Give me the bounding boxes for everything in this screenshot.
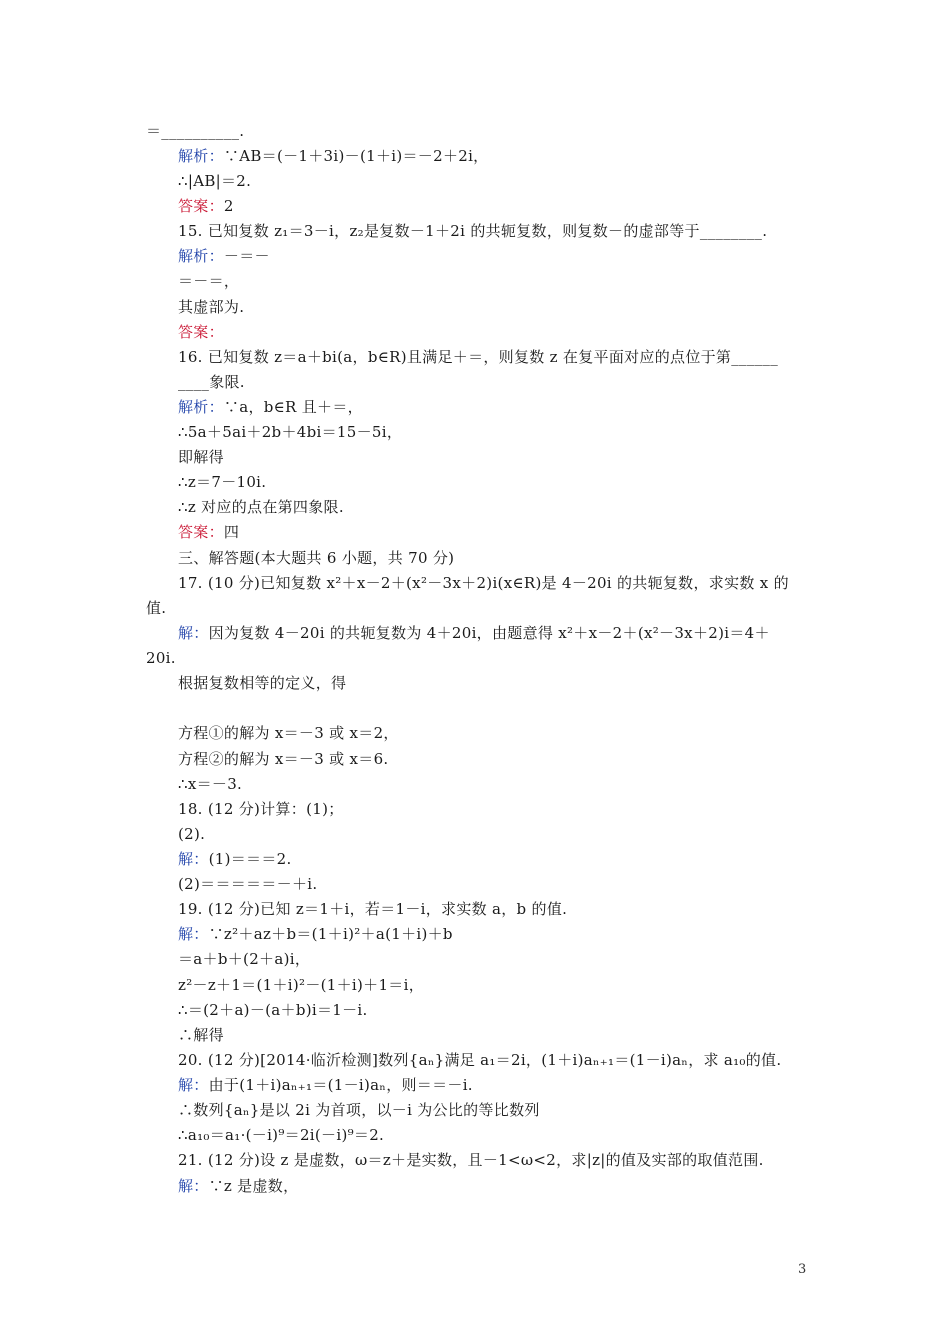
text-line bbox=[178, 623, 770, 643]
line-text: 即解得 bbox=[178, 448, 224, 466]
answer-label: 答案： bbox=[178, 323, 224, 341]
text-line bbox=[178, 196, 234, 216]
text-line bbox=[178, 799, 344, 819]
text-line bbox=[178, 673, 346, 693]
line-text: 20. (12 分)[2014·临沂检测]数列{aₙ}满足 a₁＝2i，(1＋i)aₙ₊₁＝(1－i)aₙ，求 a₁₀的值. bbox=[178, 1051, 782, 1069]
solution-label: 解： bbox=[178, 1177, 209, 1195]
line-text: 四 bbox=[223, 523, 240, 541]
line-text: (2). bbox=[178, 825, 206, 843]
text-line bbox=[178, 824, 205, 844]
line-text: z²－z＋1＝(1＋i)²－(1＋i)＋1＝i， bbox=[178, 976, 425, 994]
line-text: 18. (12 分)计算：(1)； bbox=[178, 800, 344, 818]
line-text: 由于(1＋i)aₙ₊₁＝(1－i)aₙ，则＝＝－i. bbox=[208, 1076, 473, 1094]
text-line bbox=[178, 397, 363, 417]
text-line bbox=[178, 899, 567, 919]
answer-label: 答案： bbox=[178, 523, 224, 541]
text-line bbox=[178, 171, 251, 191]
text-line bbox=[178, 1075, 473, 1095]
text-line bbox=[178, 1025, 224, 1045]
text-line bbox=[178, 1050, 781, 1070]
text-line bbox=[178, 472, 266, 492]
page-number: 3 bbox=[798, 1262, 807, 1277]
text-line bbox=[178, 573, 789, 593]
text-line bbox=[178, 271, 239, 291]
solution-label: 解： bbox=[178, 1076, 209, 1094]
solution-label: 解析： bbox=[178, 398, 224, 416]
text-line bbox=[178, 246, 270, 266]
line-text: ∵a，b∈R 且＋＝， bbox=[223, 398, 363, 416]
text-line bbox=[178, 1100, 540, 1120]
line-text: ∴x＝－3. bbox=[178, 775, 243, 793]
text-line bbox=[178, 1000, 368, 1020]
text-line bbox=[146, 648, 176, 668]
answer-label: 答案： bbox=[178, 197, 224, 215]
text-line bbox=[178, 975, 424, 995]
line-text: ∴解得 bbox=[178, 1026, 224, 1044]
text-line bbox=[178, 297, 244, 317]
text-line bbox=[146, 598, 166, 618]
line-text: 15. 已知复数 z₁＝3－i，z₂是复数－1＋2i 的共轭复数，则复数－的虚部等于________. bbox=[178, 222, 768, 240]
solution-label: 解： bbox=[178, 850, 209, 868]
line-text: ∵z²＋az＋b＝(1＋i)²＋a(1＋i)＋b bbox=[208, 925, 453, 943]
line-text: ∵z 是虚数， bbox=[208, 1177, 299, 1195]
line-text: 17. (10 分)已知复数 x²＋x－2＋(x²－3x＋2)i(x∈R)是 4－20i 的共轭复数，求实数 x 的 bbox=[178, 574, 789, 592]
line-text: ____象限. bbox=[178, 373, 245, 391]
text-line bbox=[178, 1176, 298, 1196]
text-line bbox=[178, 322, 224, 342]
line-text: 16. 已知复数 z＝a＋bi(a，b∈R)且满足＋＝，则复数 z 在复平面对应的点位于第______ bbox=[178, 348, 779, 366]
line-text: 因为复数 4－20i 的共轭复数为 4＋20i，由题意得 x²＋x－2＋(x²－3x＋2)i＝4＋ bbox=[208, 624, 770, 642]
text-line bbox=[178, 1125, 384, 1145]
text-line bbox=[178, 874, 317, 894]
text-line bbox=[178, 849, 292, 869]
text-line bbox=[178, 522, 239, 542]
line-text: (1)＝＝＝2. bbox=[208, 850, 292, 868]
line-text: ＝__________. bbox=[146, 122, 245, 140]
text-line bbox=[178, 548, 454, 568]
text-line bbox=[178, 422, 402, 442]
solution-label: 解： bbox=[178, 624, 209, 642]
text-line bbox=[178, 924, 453, 944]
line-text: －＝－ bbox=[223, 247, 270, 265]
text-line bbox=[178, 1150, 764, 1170]
text-line bbox=[178, 949, 310, 969]
text-line bbox=[146, 121, 244, 141]
line-text: 20i. bbox=[146, 649, 176, 667]
line-text: 方程②的解为 x＝－3 或 x＝6. bbox=[178, 750, 389, 768]
line-text: 方程①的解为 x＝－3 或 x＝2， bbox=[178, 724, 399, 742]
line-text: ＝－＝， bbox=[178, 272, 240, 290]
text-line bbox=[178, 749, 388, 769]
line-text: ∴z＝7－10i. bbox=[178, 473, 267, 491]
line-text: ∴数列{aₙ}是以 2i 为首项，以－i 为公比的等比数列 bbox=[178, 1101, 540, 1119]
line-text: 值. bbox=[146, 599, 167, 617]
solution-label: 解析： bbox=[178, 247, 224, 265]
line-text: 三、解答题(本大题共 6 小题，共 70 分) bbox=[178, 549, 455, 567]
line-text: 21. (12 分)设 z 是虚数，ω＝z＋是实数，且－1<ω<2，求|z|的值及实部的取值范围. bbox=[178, 1151, 764, 1169]
line-text: (2)＝＝＝＝＝－＋i. bbox=[178, 875, 318, 893]
text-line bbox=[178, 447, 224, 467]
line-text: ∴z 对应的点在第四象限. bbox=[178, 498, 344, 516]
line-text: ＝a＋b＋(2＋a)i， bbox=[178, 950, 311, 968]
text-line bbox=[178, 497, 344, 517]
line-text: ∴5a＋5ai＋2b＋4bi＝15－5i， bbox=[178, 423, 403, 441]
text-line bbox=[178, 221, 767, 241]
line-text: ∴|AB|＝2. bbox=[178, 172, 252, 190]
line-text: 19. (12 分)已知 z＝1＋i，若＝1－i，求实数 a，b 的值. bbox=[178, 900, 568, 918]
text-line bbox=[178, 774, 242, 794]
line-text: 其虚部为. bbox=[178, 298, 245, 316]
text-line bbox=[178, 347, 778, 367]
text-line bbox=[178, 146, 488, 166]
text-line bbox=[178, 723, 399, 743]
line-text: ∴a₁₀＝a₁·(－i)⁹＝2i(－i)⁹＝2. bbox=[178, 1126, 385, 1144]
line-text: ∴＝(2＋a)－(a＋b)i＝1－i. bbox=[178, 1001, 368, 1019]
line-text: 2 bbox=[223, 197, 234, 215]
line-text: 根据复数相等的定义，得 bbox=[178, 674, 347, 692]
solution-label: 解析： bbox=[178, 147, 224, 165]
line-text: ∵AB＝(－1＋3i)－(1＋i)＝－2＋2i， bbox=[223, 147, 489, 165]
text-line bbox=[178, 372, 245, 392]
solution-label: 解： bbox=[178, 925, 209, 943]
